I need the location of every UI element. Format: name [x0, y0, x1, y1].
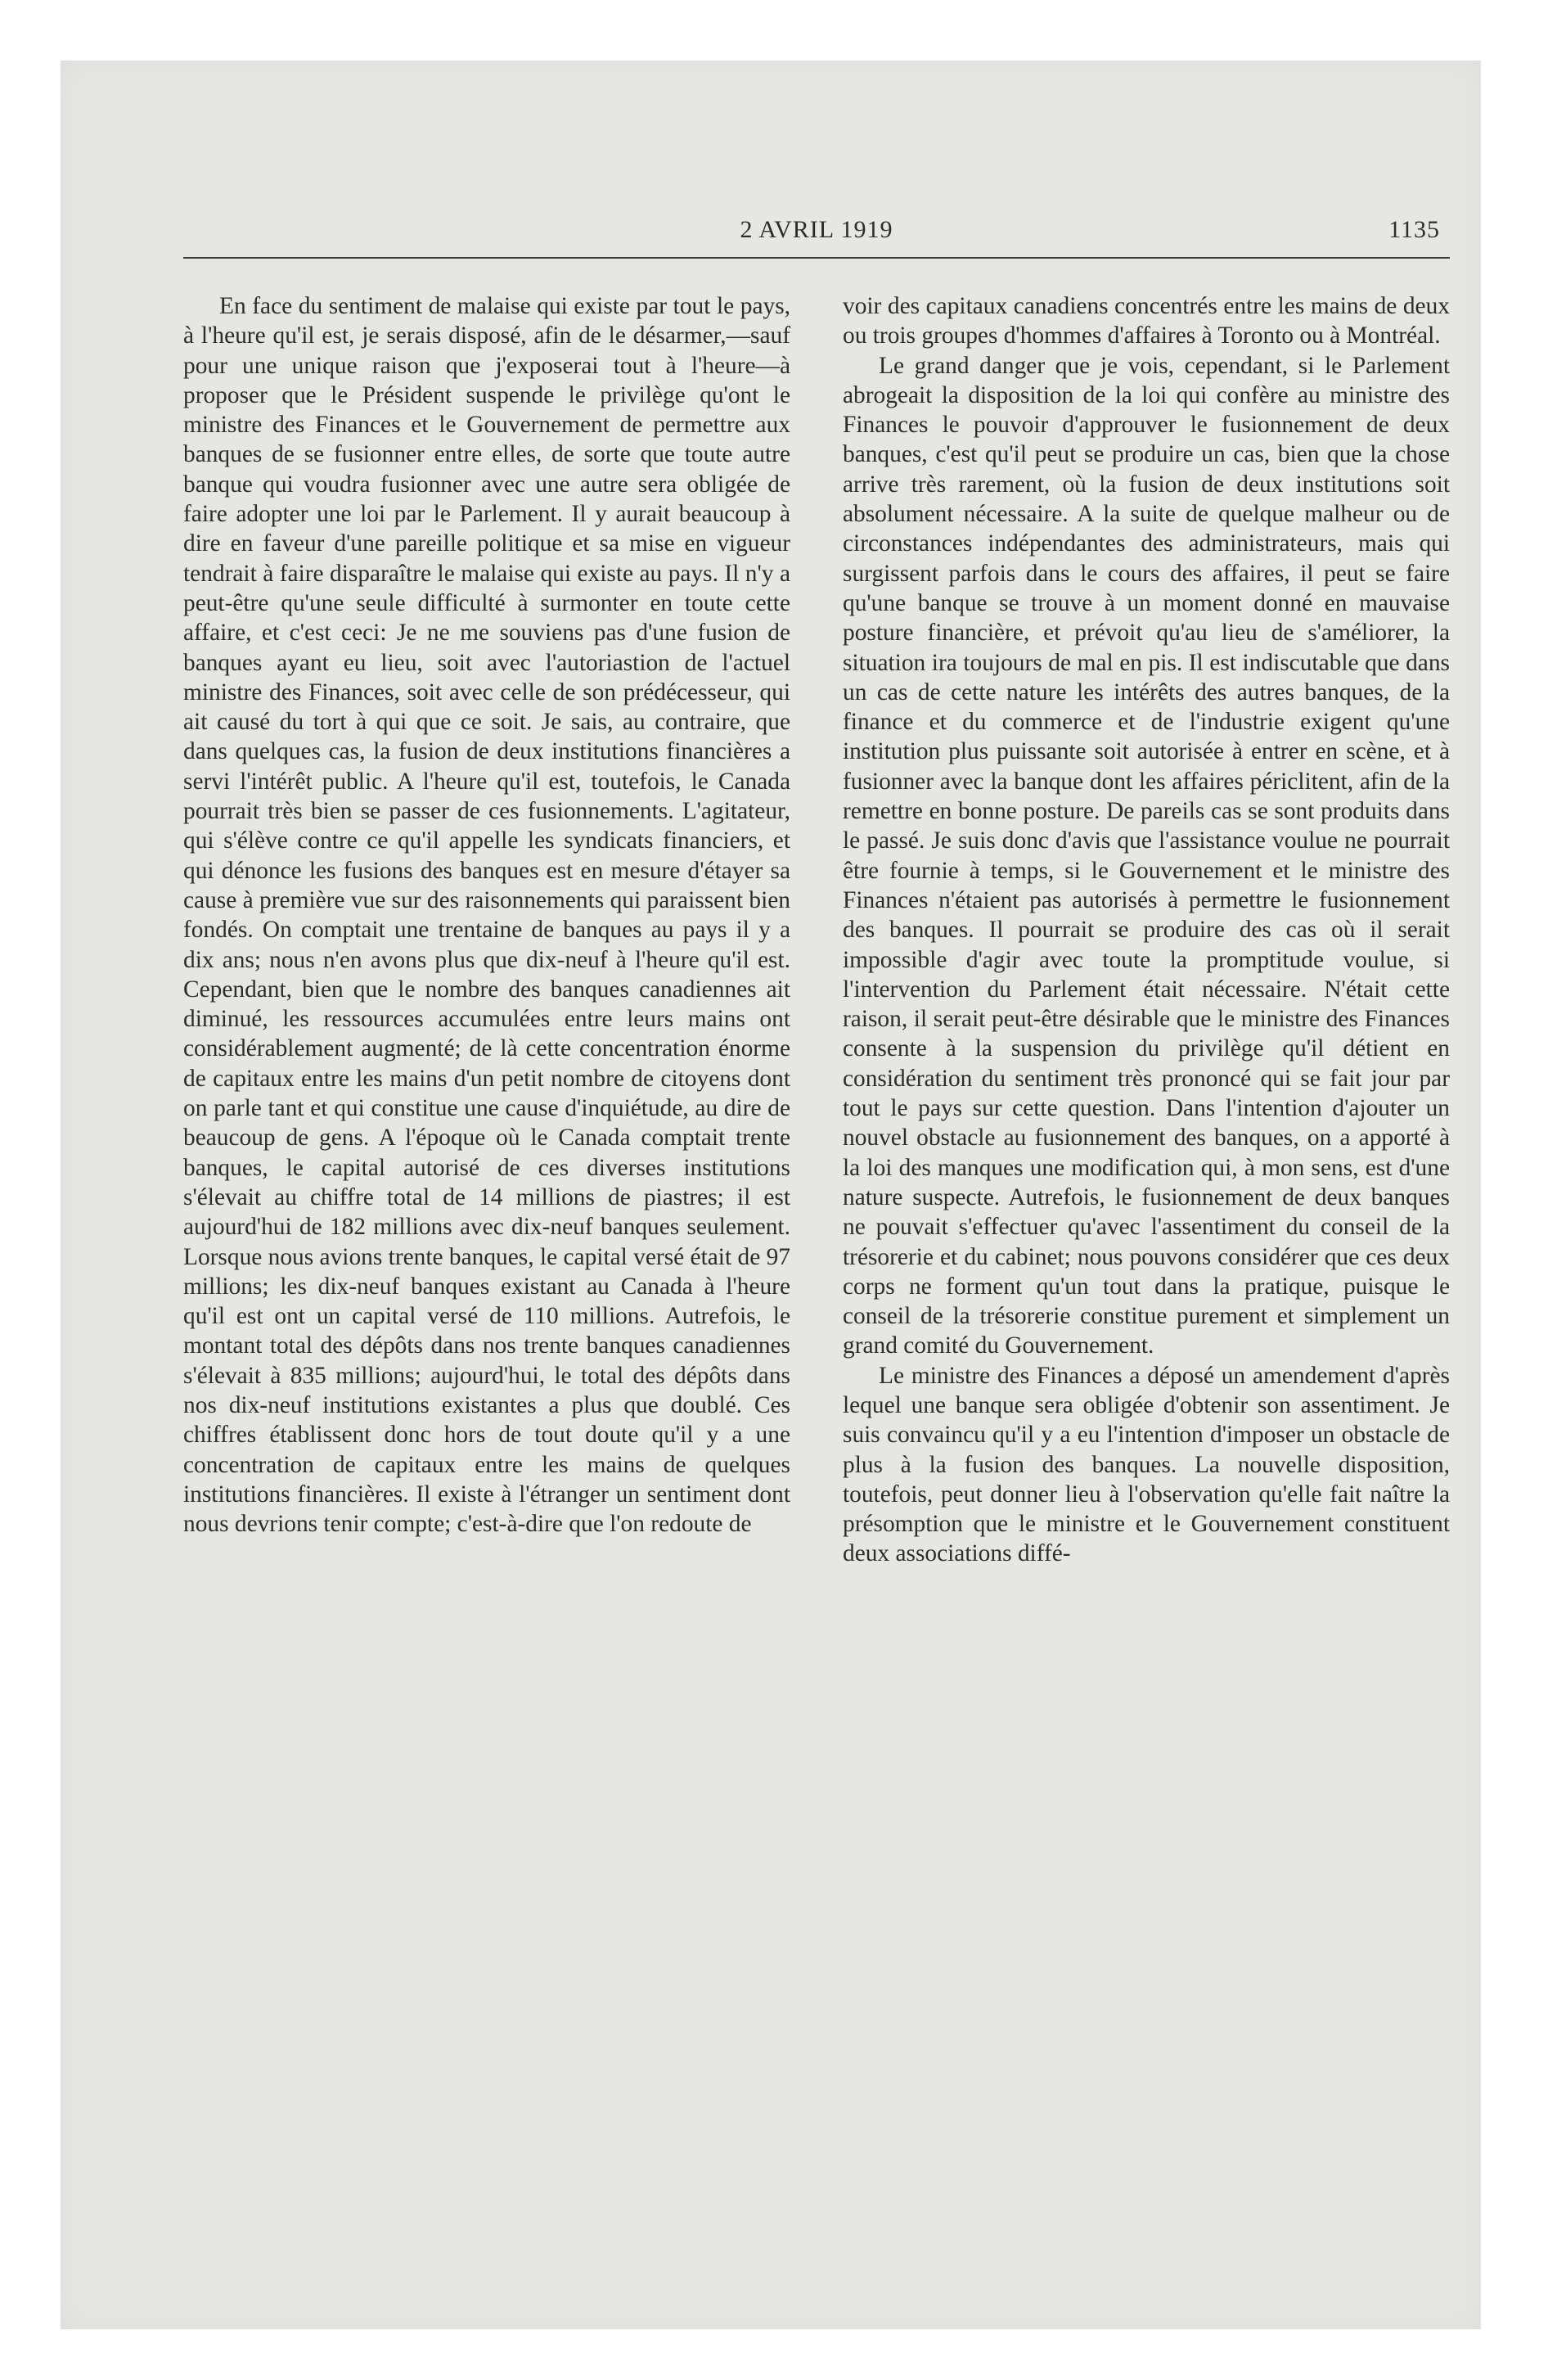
- paragraph-continuation: voir des capitaux canadiens concentrés entre les mains de deux ou trois groupes d'hommes d'affaires à Toronto ou à Montréal.: [843, 293, 1450, 349]
- page-number: 1135: [1388, 216, 1440, 243]
- header-date: 2 AVRIL 1919: [740, 216, 893, 243]
- paragraph: En face du sentiment de malaise qui existe par tout le pays, à l'heure qu'il est, je serais disposé, afin de le désarmer,—sauf pour une unique raison que j'exposerai tout à l'heure—à proposer que le Président suspende le privilège qu'ont le ministre des Finances et le Gouvernement de permettre aux banques de se fusionner entre elles, de sorte que toute autre banque qui voudra fusionner avec une autre sera obligée de faire adopter une loi par le Parlement. Il y aurait beaucoup à dire en faveur d'une pareille politique et sa mise en vigueur tendrait à faire disparaître le malaise qui existe au pays. Il n'y a peut-être qu'une seule difficulté à surmonter en toute cette affaire, et c'est ceci: Je ne me souviens pas d'une fusion de banques ayant eu lieu, soit avec l'autoriastion de l'actuel ministre des Finances, soit avec celle de son prédécesseur, qui ait causé du tort à qui que ce soit. Je sais, au contraire, que dans quelques cas, la fusion de deux institutions financières a servi l'intérêt public. A l'heure qu'il est, toutefois, le Canada pourrait très bien se passer de ces fusionnements. L'agitateur, qui s'élève contre ce qu'il appelle les syndicats financiers, et qui dénonce les fusions des banques est en mesure d'étayer sa cause à première vue sur des raisonnements qui paraissent bien fondés. On comptait une trentaine de banques au pays il y a dix ans; nous n'en avons plus que dix-neuf à l'heure qu'il est. Cependant, bien que le nombre des banques canadiennes ait diminué, les ressources accumulées entre leurs mains ont considérablement augmenté; de là cette concentration énorme de capitaux entre les mains d'un petit nombre de citoyens dont on parle tant et qui constitue une cause d'inquiétude, au dire de beaucoup de gens. A l'époque où le Canada comptait trente banques, le capital autorisé de ces diverses institutions s'élevait au chiffre total de 14 millions de piastres; il est aujourd'hui de 182 millions avec dix-neuf banques seulement. Lorsque nous avions trente banques, le capital versé était de 97 millions; les dix-neuf banques existant au Canada à l'heure qu'il est ont un capital versé de 110 millions. Autrefois, le montant total des dépôts dans nos trente banques canadiennes s'élevait à 835 millions; aujourd'hui, le total des dépôts dans nos dix-neuf institutions existantes a plus que doublé. Ces chiffres établissent donc hors de tout doute qu'il y a une concentration de capitaux entre les mains de quelques institutions financières. Il existe à l'étranger un sentiment dont nous devrions tenir compte; c'est-à-dire que l'on redoute de: [183, 293, 790, 1538]
- right-column: [843, 291, 1450, 1569]
- document-page: [183, 213, 1450, 2373]
- header-rule: [183, 257, 1450, 259]
- page-header: [183, 213, 1450, 250]
- left-column: [183, 291, 790, 1539]
- scanned-page: [61, 61, 1481, 2329]
- paragraph: Le ministre des Finances a déposé un amendement d'après lequel une banque sera obligée d'obtenir son assentiment. Je suis convaincu qu'il y a eu l'intention d'imposer un obstacle de plus à la fusion des banques. La nouvelle disposition, toutefois, peut donner lieu à l'observation qu'elle fait naître la présomption que le ministre et le Gouvernement constituent deux associations diffé-: [843, 1362, 1450, 1567]
- paragraph: Le grand danger que je vois, cependant, si le Parlement abrogeait la disposition de la loi qui confère au ministre des Finances le pouvoir d'approuver le fusionnement de deux banques, c'est qu'il peut se produire un cas, bien que la chose arrive très rarement, où la fusion de deux institutions soit absolument nécessaire. A la suite de quelque malheur ou de circonstances indépendantes des administrateurs, mais qui surgissent parfois dans le cours des affaires, il peut se faire qu'une banque se trouve à un moment donné en mauvaise posture financière, et prévoit qu'au lieu de s'améliorer, la situation ira toujours de mal en pis. Il est indiscutable que dans un cas de cette nature les intérêts des autres banques, de la finance et du commerce et de l'industrie exigent qu'une institution plus puissante soit autorisée à entrer en scène, et à fusionner avec la banque dont les affaires périclitent, afin de la remettre en bonne posture. De pareils cas se sont produits dans le passé. Je suis donc d'avis que l'assistance voulue ne pourrait être fournie à temps, si le Gouvernement et le ministre des Finances n'étaient pas autorisés à permettre le fusionnement des banques. Il pourrait se produire des cas où il serait impossible d'agir avec toute la promptitude voulue, si l'intervention du Parlement était nécessaire. N'était cette raison, il serait peut-être désirable que le ministre des Finances consente à la suspension du privilège qu'il détient en considération du sentiment très prononcé qui se fait jour par tout le pays sur cette question. Dans l'intention d'ajouter un nouvel obstacle au fusionnement des banques, on a apporté à la loi des manques une modification qui, à mon sens, est d'une nature suspecte. Autrefois, le fusionnement de deux banques ne pouvait s'effectuer qu'avec l'assentiment du conseil de la trésorerie et du cabinet; nous pouvons considérer que ces deux corps ne forment qu'un tout dans la pratique, puisque le conseil de la trésorerie constitue purement et simplement un grand comité du Gouvernement.: [843, 352, 1450, 1359]
